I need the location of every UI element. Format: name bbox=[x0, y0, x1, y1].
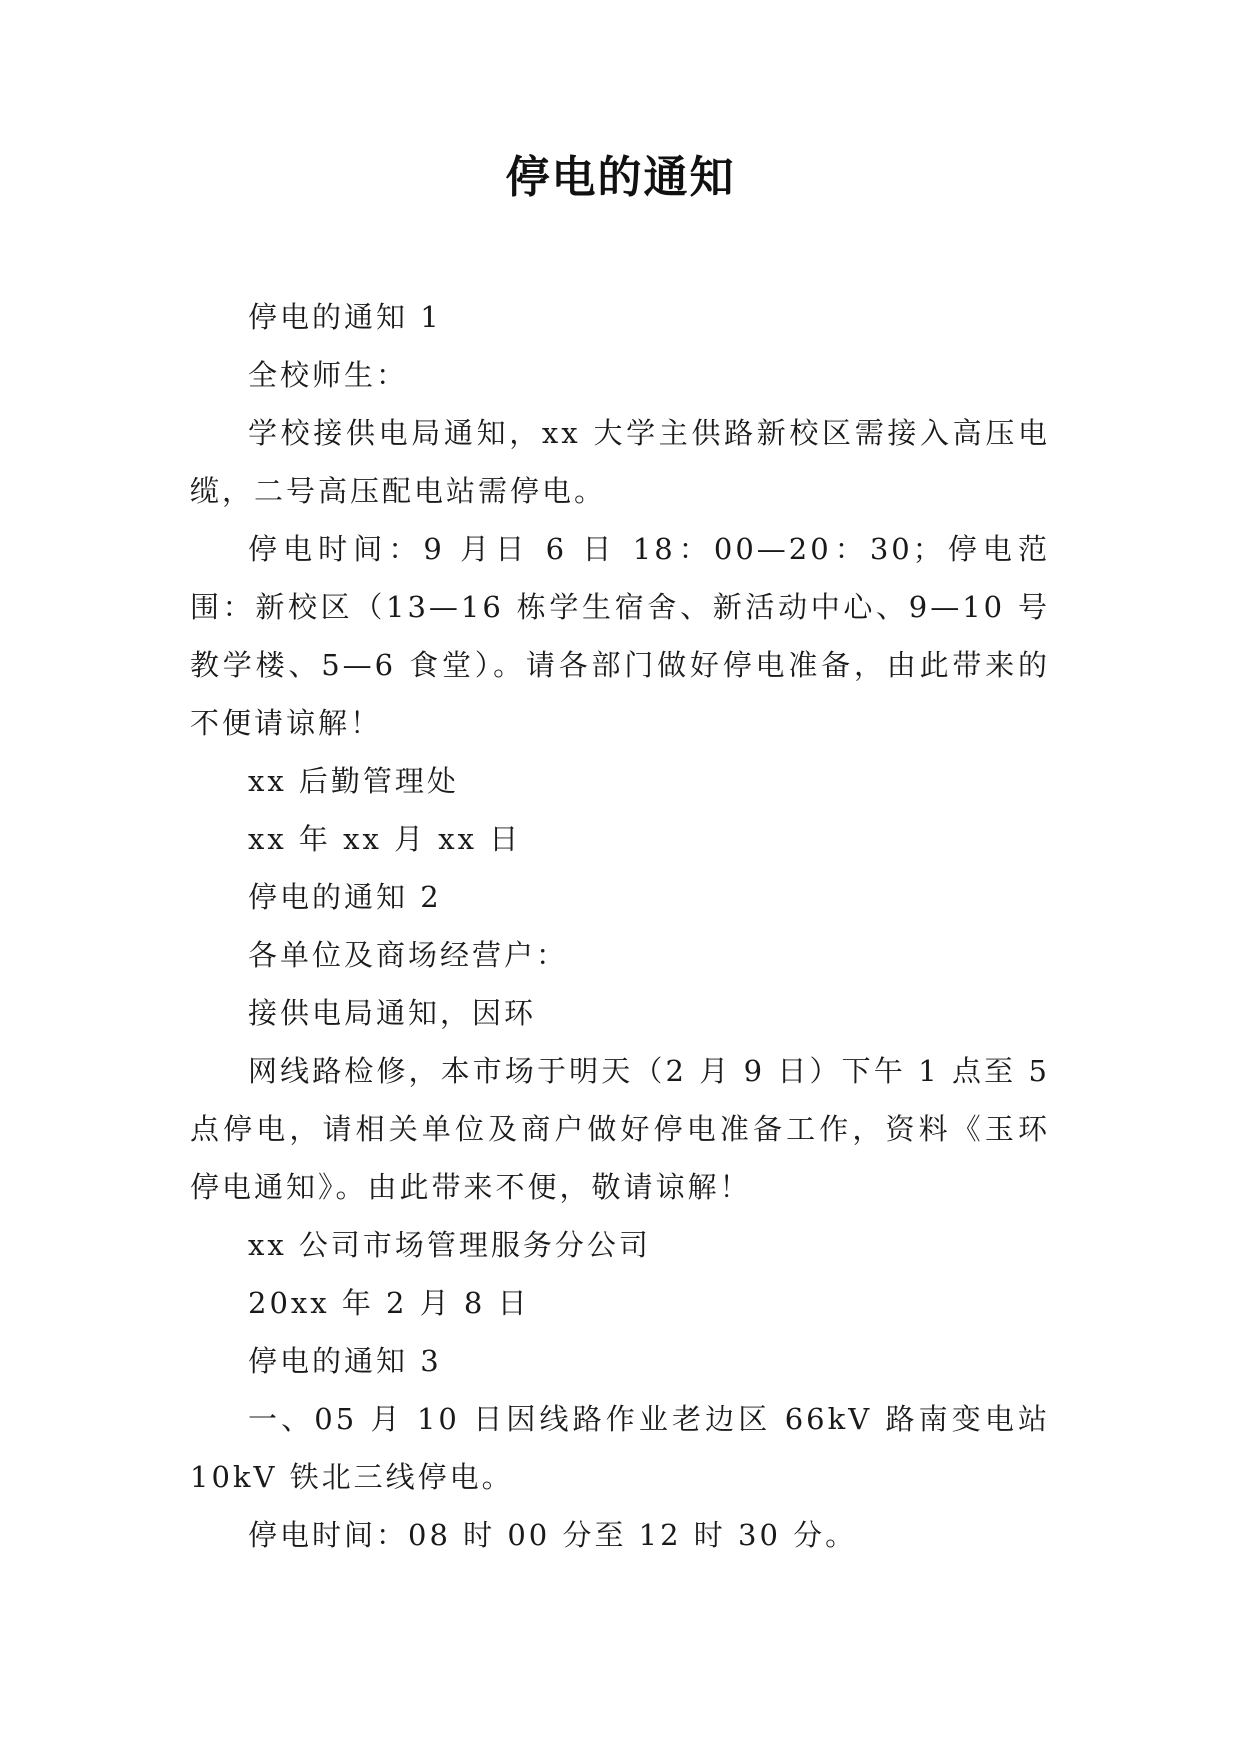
paragraph: 一、05 月 10 日因线路作业老边区 66kV 路南变电站 10kV 铁北三线停电。 bbox=[190, 1402, 1050, 1494]
salutation: 全校师生： bbox=[248, 358, 409, 392]
paragraph: 网线路检修，本市场于明天（2 月 9 日）下午 1 点至 5 点停电，请相关单位及商户做好停电准备工作，资料《玉环停电通知》。由此带来不便，敬请谅解！ bbox=[190, 1054, 1050, 1204]
paragraph: 接供电局通知，因环 bbox=[248, 996, 537, 1030]
document-title: 停电的通知 bbox=[505, 152, 736, 203]
document-body bbox=[190, 288, 1050, 1564]
paragraph: 停电时间：9 月日 6 日 18：00—20：30；停电范围：新校区（13—16 栋学生宿舍、新活动中心、9—10 号教学楼、5—6 食堂）。请各部门做好停电准备，由此带来的不便请谅解！ bbox=[190, 532, 1050, 740]
signature-date: xx 年 xx 月 xx 日 bbox=[248, 822, 522, 856]
paragraph: 停电时间：08 时 00 分至 12 时 30 分。 bbox=[248, 1518, 858, 1552]
section-heading-3: 停电的通知 3 bbox=[248, 1344, 442, 1378]
section-heading-1: 停电的通知 1 bbox=[248, 300, 442, 334]
signature-date: 20xx 年 2 月 8 日 bbox=[248, 1286, 530, 1320]
salutation: 各单位及商场经营户： bbox=[248, 938, 569, 972]
signature-issuer: xx 后勤管理处 bbox=[248, 764, 459, 798]
signature-issuer: xx 公司市场管理服务分公司 bbox=[248, 1228, 651, 1262]
paragraph: 学校接供电局通知，xx 大学主供路新校区需接入高压电缆，二号高压配电站需停电。 bbox=[190, 416, 1050, 508]
section-heading-2: 停电的通知 2 bbox=[248, 880, 442, 914]
